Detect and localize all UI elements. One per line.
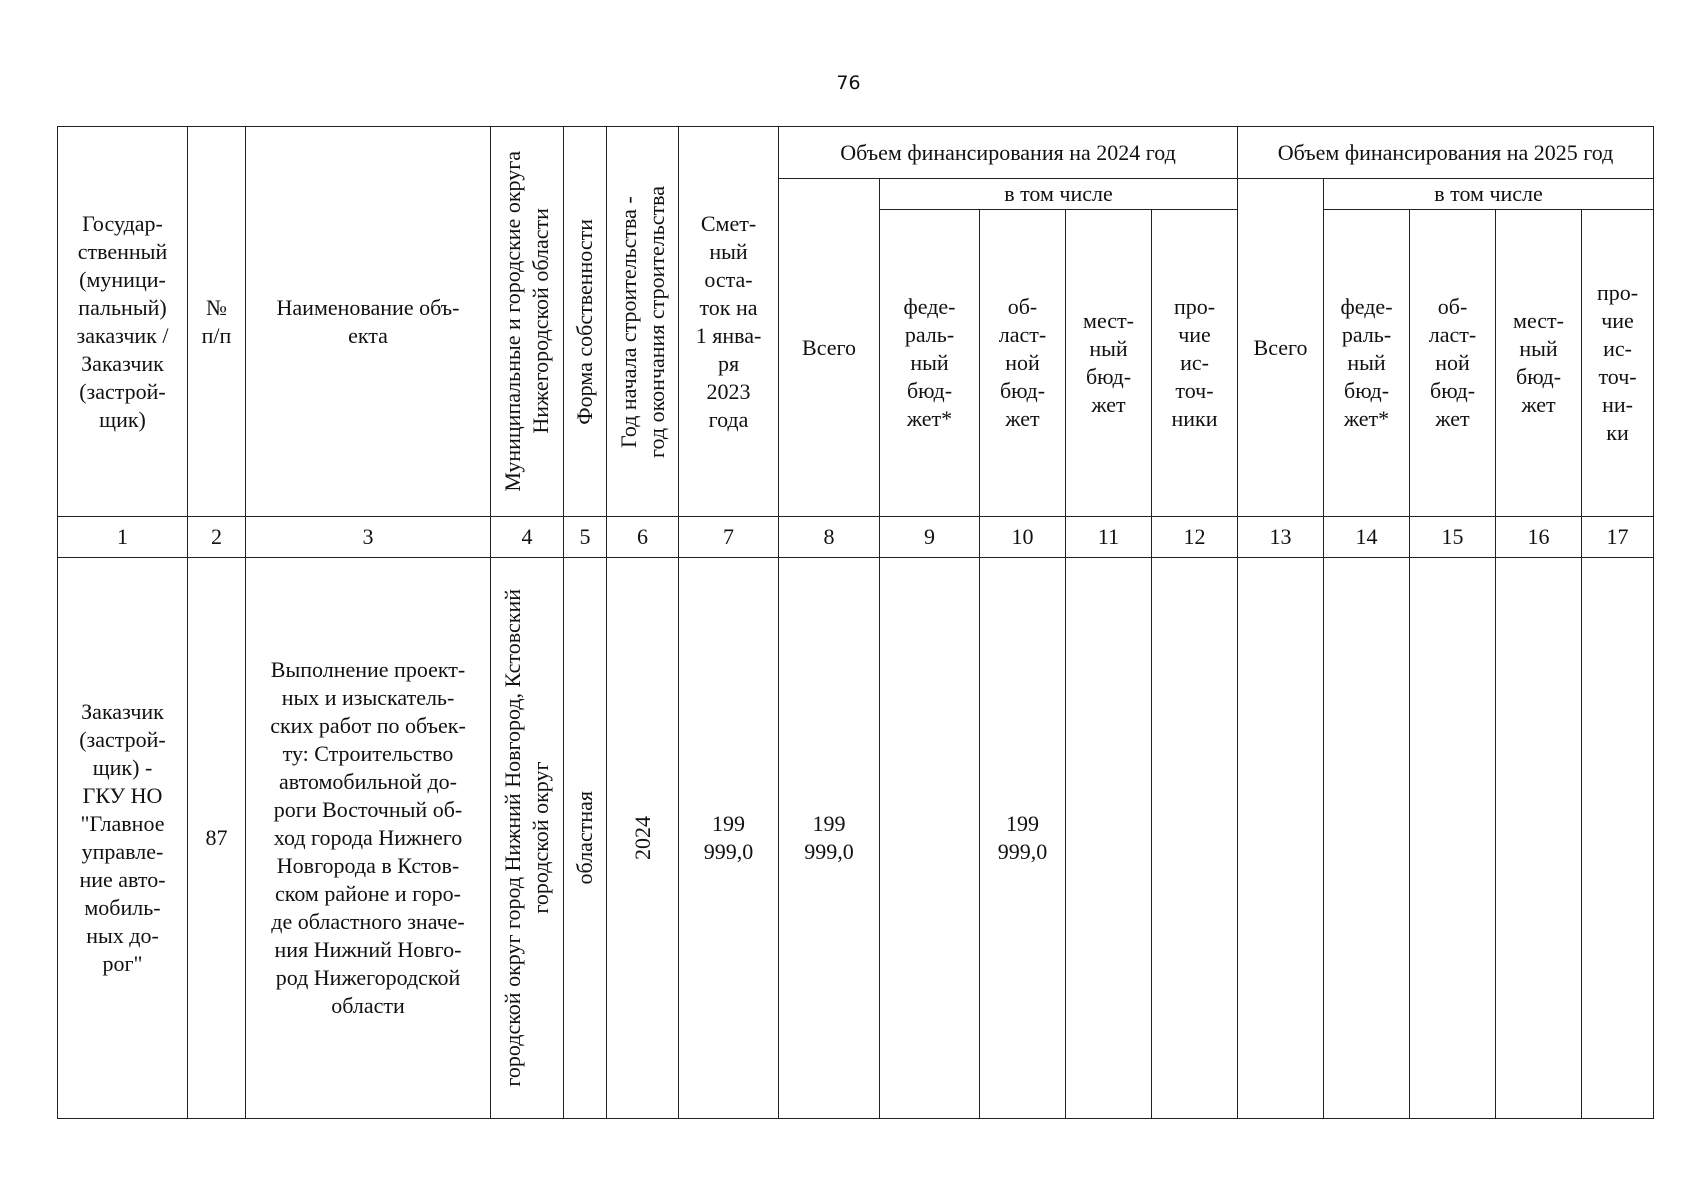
header-local-2024: мест- ный бюд- жет (1066, 210, 1152, 517)
financing-table (57, 126, 1654, 1119)
row-local-2025 (1496, 558, 1582, 1119)
header-federal-2025: феде- раль- ный бюд- жет* (1324, 210, 1410, 517)
row-customer: Заказчик (застрой- щик) - ГКУ НО "Главное управле- ние авто- мобиль- ных до- рог" (58, 558, 188, 1119)
header-including-2025: в том числе (1324, 179, 1654, 210)
row-municipal-text: городской округ город Нижний Новгород, Кстовский городской округ (500, 589, 553, 1087)
header-years (607, 127, 679, 517)
header-total-2024: Всего (779, 179, 880, 517)
row-num: 87 (188, 558, 246, 1119)
column-number: 4 (491, 517, 564, 558)
header-customer: Государ- ственный (муници- пальный) заказчик / Заказчик (застрой- щик) (58, 127, 188, 517)
header-fin-2025: Объем финансирования на 2025 год (1238, 127, 1654, 179)
row-object-name: Выполнение проект- ных и изыскатель- ских работ по объек- ту: Строительство автомобильной до- роги Восточный об- ход города Нижнего Новгорода в Кстов- ском районе и горо- де областного значе- ния Нижний Новго- род Нижегородской области (246, 558, 491, 1119)
column-number: 7 (679, 517, 779, 558)
row-years-text: 2024 (629, 816, 655, 860)
row-local-2024 (1066, 558, 1152, 1119)
column-number: 5 (564, 517, 607, 558)
table-row (58, 558, 1654, 1119)
row-total-2024: 199 999,0 (779, 558, 880, 1119)
row-ownership (564, 558, 607, 1119)
header-other-2025: про- чие ис- точ- ни- ки (1582, 210, 1654, 517)
row-federal-2025 (1324, 558, 1410, 1119)
header-row-1 (58, 127, 1654, 179)
column-number: 14 (1324, 517, 1410, 558)
column-number: 16 (1496, 517, 1582, 558)
column-number: 13 (1238, 517, 1324, 558)
header-years-text: Год начала строительства - год окончания строительства (615, 185, 669, 458)
column-number: 9 (880, 517, 980, 558)
row-regional-2025 (1410, 558, 1496, 1119)
row-federal-2024 (880, 558, 980, 1119)
column-number: 15 (1410, 517, 1496, 558)
column-number: 2 (188, 517, 246, 558)
column-number: 11 (1066, 517, 1152, 558)
column-number: 1 (58, 517, 188, 558)
header-other-2024: про- чие ис- точ- ники (1152, 210, 1238, 517)
column-number: 10 (980, 517, 1066, 558)
column-number-row (58, 517, 1654, 558)
column-number: 12 (1152, 517, 1238, 558)
row-balance: 199 999,0 (679, 558, 779, 1119)
header-regional-2025: об- ласт- ной бюд- жет (1410, 210, 1496, 517)
column-number: 17 (1582, 517, 1654, 558)
column-number: 3 (246, 517, 491, 558)
row-years (607, 558, 679, 1119)
row-ownership-text: областная (572, 791, 597, 885)
row-other-2025 (1582, 558, 1654, 1119)
header-fin-2024: Объем финансирования на 2024 год (779, 127, 1238, 179)
header-regional-2024: об- ласт- ной бюд- жет (980, 210, 1066, 517)
header-municipal (491, 127, 564, 517)
header-balance: Смет- ный оста- ток на 1 янва- ря 2023 года (679, 127, 779, 517)
header-object-name: Наименование объ- екта (246, 127, 491, 517)
header-municipal-text: Муниципальные и городские округа Нижегородской области (500, 151, 553, 492)
header-ownership (564, 127, 607, 517)
header-federal-2024: феде- раль- ный бюд- жет* (880, 210, 980, 517)
row-regional-2024: 199 999,0 (980, 558, 1066, 1119)
header-including-2024: в том числе (880, 179, 1238, 210)
header-local-2025: мест- ный бюд- жет (1496, 210, 1582, 517)
column-number: 8 (779, 517, 880, 558)
row-total-2025 (1238, 558, 1324, 1119)
page-number: 76 (836, 72, 861, 94)
header-total-2025: Всего (1238, 179, 1324, 517)
row-other-2024 (1152, 558, 1238, 1119)
row-municipal (491, 558, 564, 1119)
header-ownership-text: Форма собственности (572, 218, 597, 425)
header-num: № п/п (188, 127, 246, 517)
column-number: 6 (607, 517, 679, 558)
